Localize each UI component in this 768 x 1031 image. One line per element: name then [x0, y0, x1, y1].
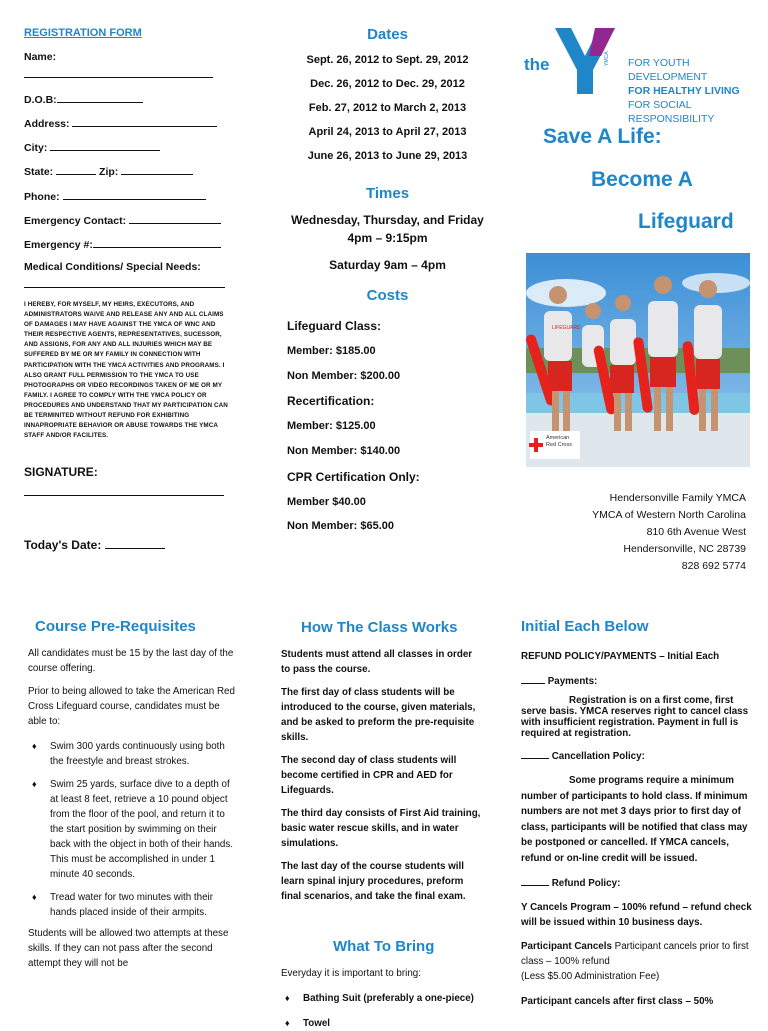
- dob-label: D.O.B:: [24, 94, 57, 106]
- times-weekday-hours: 4pm – 9:15pm: [347, 231, 428, 245]
- signature-line[interactable]: [24, 485, 224, 496]
- y-cancels-text: – 100% refund – refund check will be issued within 10 business days.: [521, 902, 752, 928]
- prereqs-attempts: Students will be allowed two attempts at these skills. If they can not pass after the second attempt they will not be: [28, 928, 229, 969]
- participant-cancels: [521, 939, 756, 969]
- address-field[interactable]: [24, 116, 217, 130]
- refund-initial[interactable]: Refund Policy:: [521, 875, 756, 891]
- zip-label: Zip:: [99, 166, 119, 178]
- times-saturday: Saturday 9am – 4pm: [329, 258, 446, 272]
- medical-label: Medical Conditions/ Special Needs:: [24, 261, 201, 273]
- address-street: 810 6th Avenue West: [646, 526, 746, 538]
- prereqs-intro: Prior to being allowed to take the American Red Cross Lifeguard course, candidates must be able to:: [28, 686, 235, 727]
- address-block: [592, 490, 746, 575]
- prereqs-content: [28, 646, 236, 971]
- lifeguard-nonmember-cost: Non Member: $200.00: [287, 370, 401, 382]
- date-item: Dec. 26, 2012 to Dec. 29, 2012: [310, 78, 465, 90]
- lifeguards-illustration: [526, 253, 750, 467]
- prereqs-age: All candidates must be 15 by the last day of the course offering.: [28, 648, 234, 674]
- recert-nonmember-cost: Non Member: $140.00: [287, 445, 401, 457]
- state-zip-field[interactable]: [24, 164, 193, 178]
- signature-label: SIGNATURE:: [24, 465, 98, 479]
- city-field[interactable]: [24, 140, 160, 154]
- bring-content: [281, 966, 491, 1031]
- bring-item: ♦ Bathing Suit (preferably a one-piece): [281, 991, 491, 1006]
- howclass-day1: The first day of class students will be introduced to the course, given materials, and be asked to preform the pre-requisite skills.: [281, 687, 476, 743]
- red-cross-label: American Red Cross: [546, 435, 572, 448]
- medical-line[interactable]: [24, 277, 225, 288]
- payments-label: Payments: [547, 676, 595, 687]
- bring-intro: Everyday it is important to bring:: [281, 968, 421, 979]
- address-org: Hendersonville Family YMCA: [609, 492, 746, 504]
- admin-fee: (Less $5.00 Administration Fee): [521, 971, 660, 982]
- lifeguard-member-cost: Member: $185.00: [287, 345, 376, 357]
- name-field[interactable]: [24, 51, 56, 63]
- y-cancels-label: Y Cancels Program: [521, 902, 611, 913]
- date-item: June 26, 2013 to June 29, 2013: [307, 150, 468, 162]
- howclass-attend: Students must attend all classes in order to pass the course.: [281, 649, 473, 675]
- tagline-social: FOR SOCIAL RESPONSIBILITY: [628, 99, 715, 125]
- prereqs-heading: Course Pre-Requisites: [35, 618, 196, 635]
- emergency-contact-label: Emergency Contact:: [24, 215, 127, 227]
- phone-field[interactable]: [24, 189, 206, 203]
- prereq-item: ♦ Swim 300 yards continuously using both the freestyle and breast strokes.: [28, 739, 236, 769]
- address-city: Hendersonville, NC 28739: [623, 543, 746, 555]
- city-label: City:: [24, 142, 48, 154]
- lifeguards-photo: [526, 253, 750, 467]
- initial-content: [521, 649, 756, 1009]
- bring-item: ♦ Towel: [281, 1016, 491, 1031]
- refund-title: REFUND POLICY/PAYMENTS – Initial Each: [521, 651, 720, 662]
- name-label: Name:: [24, 51, 57, 63]
- cpr-member-cost: Member $40.00: [287, 496, 366, 508]
- headline-lifeguard: Lifeguard: [638, 210, 734, 233]
- times-heading: Times: [365, 185, 410, 202]
- shirt-text: LIFEGUARD: [552, 325, 581, 331]
- cpr-label: CPR Certification Only:: [287, 470, 420, 484]
- logo-ymca-text: YMCA: [604, 51, 610, 66]
- cpr-nonmember-cost: Non Member: $65.00: [287, 520, 394, 532]
- bring-heading: What To Bring: [333, 938, 435, 955]
- howclass-day4: The last day of the course students will learn spinal injury procedures, preform final scenarios, and take the final exam.: [281, 861, 466, 902]
- logo-tagline: [628, 56, 768, 126]
- howclass-day3: The third day consists of First Aid training, basic water rescue skills, and in water simulations.: [281, 808, 481, 849]
- prereq-item: ♦ Tread water for two minutes with their hands placed inside of their armpits.: [28, 890, 236, 920]
- emergency-number-label: Emergency #:: [24, 239, 93, 251]
- cancellation-text: Some programs require a minimum number of participants to hold class. If minimum numbers are not met 3 days prior to first day of class, participants will be notified that class may be postponed or cancelled. If YMCA cancels, refund or on-line credit will be issued.: [521, 775, 748, 864]
- address-phone: 828 692 5774: [681, 560, 746, 572]
- initial-heading: Initial Each Below: [521, 618, 649, 635]
- todays-date-field[interactable]: [24, 538, 165, 552]
- refund-label: Refund Policy: [551, 878, 618, 889]
- howclass-day2: The second day of class students will become certified in CPR and AED for Lifeguards.: [281, 755, 457, 796]
- times-weekdays: Wednesday, Thursday, and Friday: [291, 213, 484, 227]
- payments-text: Registration is on a first come, first serve basis. YMCA reserves right to cancel class with insufficient registration. Payment in full is required at registration.: [521, 695, 749, 739]
- date-item: Feb. 27, 2012 to March 2, 2013: [308, 102, 467, 114]
- date-item: Sept. 26, 2012 to Sept. 29, 2012: [306, 54, 469, 66]
- date-item: April 24, 2013 to April 27, 2013: [308, 126, 467, 138]
- payments-initial[interactable]: Payments:: [521, 673, 756, 689]
- waiver-text: I HEREBY, FOR MYSELF, MY HEIRS, EXECUTORS, AND ADMINISTRATORS WAIVE AND RELEASE ANY AND ALL CLAIMS OF DAMAGES I MAY HAVE AGAINST THE YMCA OF WNC AND THEIR RESPECTIVE AGENTS, REPRESENTATIVES, SUCESSOR, AND ASSIGNS, FOR ANY AND ALL INJURIES WHICH MAY BE SUFFERED BY ME OR MY FAMILY IN CONNECTION WITH PARTICIPATION WITH THE YMCA ACTIVITIES AND PROGRAMS. I ALSO GRANT FULL PERMISSION TO THE YMCA TO USE PHOTOGRAPHS OR VIDEO RECORDINGS TAKEN OF ME OR MY FAMILY. I AGREE TO COMPLY WITH THE YMCA POLICY OR PROCEDURES AND UNDERSTAND THAT MY PARTICIPATION CAN BE TERMINITED WITHOUT REFUND FOR EXHIBITING INNAPROPRIATE BEHAVIOR OR ABUSE TOWARDS THE YMCA STAFF AND/OR FACILITES.: [24, 301, 228, 440]
- recert-member-cost: Member: $125.00: [287, 420, 376, 432]
- registration-title: REGISTRATION FORM: [24, 27, 142, 39]
- bring-list: [281, 991, 491, 1031]
- todays-date-label: Today's Date:: [24, 538, 102, 552]
- logo-the: the: [524, 55, 550, 74]
- cancellation-label: Cancellation Policy: [551, 751, 642, 762]
- address-parent-org: YMCA of Western North Carolina: [592, 509, 746, 521]
- medical-field[interactable]: [24, 261, 201, 273]
- emergency-number-field[interactable]: [24, 237, 221, 251]
- howclass-content: [281, 647, 481, 904]
- name-line[interactable]: [24, 67, 213, 78]
- participant-cancels-label: Participant Cancels: [521, 941, 612, 952]
- headline-become-a: Become A: [591, 168, 693, 191]
- phone-label: Phone:: [24, 191, 60, 203]
- howclass-heading: How The Class Works: [301, 619, 458, 636]
- emergency-contact-field[interactable]: [24, 213, 221, 227]
- after-first-class: Participant cancels after first class – 50%: [521, 996, 714, 1007]
- dob-field[interactable]: [24, 92, 143, 106]
- recert-label: Recertification:: [287, 394, 375, 408]
- tagline-health: FOR HEALTHY LIVING: [628, 85, 740, 97]
- participant-cancels-text: Participant cancels prior to first class – 100% refund: [521, 941, 749, 967]
- address-label: Address:: [24, 118, 70, 130]
- tagline-youth: FOR YOUTH DEVELOPMENT: [628, 57, 708, 83]
- state-label: State:: [24, 166, 54, 178]
- prereqs-list: [28, 739, 236, 920]
- costs-heading: Costs: [366, 287, 409, 304]
- dates-heading: Dates: [367, 26, 408, 43]
- prereq-item: ♦ Swim 25 yards, surface dive to a depth of at least 8 feet, retrieve a 10 pound object from the floor of the pool, and return it to the start position by swimming on their back with the object in both of their hands. This must be accomplished in under 1 minute 40 seconds.: [28, 777, 236, 882]
- y-cancels: [521, 900, 756, 930]
- headline-save-a-life: Save A Life:: [543, 125, 662, 148]
- cancellation-initial[interactable]: Cancellation Policy:: [521, 748, 756, 764]
- lifeguard-class-label: Lifeguard Class:: [287, 319, 382, 333]
